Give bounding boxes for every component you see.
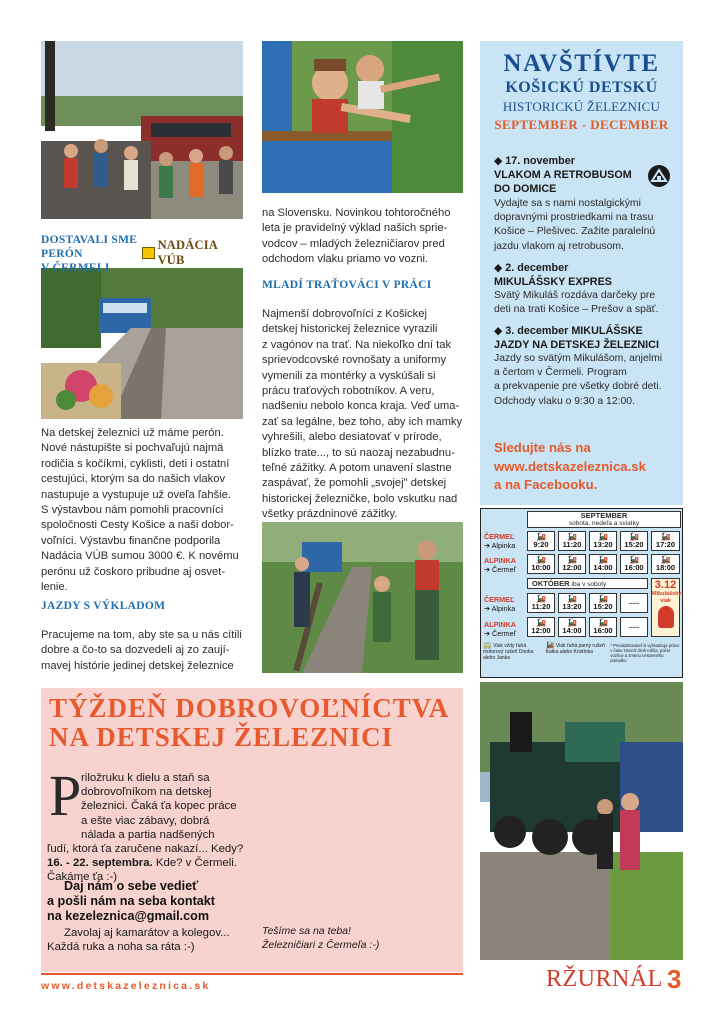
- event-text-line: Košice – Plešivec. Zažite paralelnú: [494, 226, 656, 238]
- departure-time: 14:00: [593, 563, 613, 572]
- text-line: nálada a partia nadšených: [81, 828, 215, 841]
- event-title: DO DOMICE: [494, 183, 557, 195]
- train-icon: 🚂: [660, 555, 671, 564]
- timetable-slot: [558, 554, 586, 574]
- text-line: Nadácia VÚB sumou 3000 €. K novému: [41, 550, 239, 563]
- station-label: [484, 620, 516, 638]
- train-icon: 🚂: [598, 594, 608, 603]
- timetable-slot: [589, 593, 617, 613]
- event-text-line: a čertom v Čermeli. Program: [494, 367, 627, 379]
- train-icon: 🚂: [567, 618, 577, 627]
- text-line: Nové nástupište si pochvaľujú najmä: [41, 442, 224, 455]
- vub-logo-mark: [142, 247, 155, 259]
- text-line: Na detskej železnici už máme perón.: [41, 427, 224, 439]
- event-title: VLAKOM A RETROBUSOM: [494, 169, 632, 181]
- timetable-slot: [589, 617, 617, 637]
- text-line: nadšeniu nebolo konca kraja. Veď uma-: [262, 400, 460, 413]
- photo-children-train-window: [262, 41, 463, 193]
- text-line: spoločnosti Cesty Košice a naši dobor-: [41, 519, 234, 532]
- train-icon: 🚂: [598, 555, 608, 564]
- heading-line: V ČERMELI: [41, 262, 110, 274]
- text-line: [47, 856, 257, 870]
- departure-time: 11:20: [562, 540, 582, 549]
- unesco-icon: [647, 164, 671, 188]
- volunteer-intro: [81, 771, 251, 842]
- station-from: ALPINKA: [484, 620, 516, 629]
- timetable-slot: [620, 617, 648, 637]
- station-to: ➔ Alpinka: [484, 604, 516, 613]
- departure-time: 14:00: [562, 626, 582, 635]
- diesel-icon: 🚃: [483, 642, 492, 649]
- info-title-railway: HISTORICKÚ ŽELEZNICU: [502, 99, 661, 114]
- timetable-september-header: [527, 511, 681, 528]
- text-line: vyhrešili, alebo desiatovať v prírode,: [262, 431, 442, 444]
- follow-us: [494, 439, 680, 495]
- facebook-link[interactable]: a na Facebooku.: [494, 477, 598, 492]
- volunteer-title: [49, 694, 459, 752]
- legend-text: Vlak vždy ťahá motorový rušeň Donka alebo Janka: [483, 643, 534, 661]
- timetable-slot: [620, 531, 648, 551]
- month-sub: iba v soboty: [571, 581, 607, 588]
- follow-line: Sledujte nás na: [494, 440, 591, 455]
- departure-time: 13:20: [593, 540, 613, 549]
- timetable-slot: [558, 531, 586, 551]
- event-text-line: dopravnými prostriedkami na trasu: [494, 212, 654, 224]
- timetable-slot: [651, 554, 680, 574]
- departure-time: 12:00: [531, 626, 551, 635]
- event-text-line: deti na trati Košice – Prešov a späť.: [494, 304, 659, 316]
- event-text-line: Jazdy so svätým Mikulášom, anjelmi: [494, 353, 663, 364]
- departure-time: 12:00: [562, 563, 582, 572]
- special-mikulas-cell: [651, 578, 680, 637]
- santa-icon: [658, 606, 674, 628]
- departure-time: 13:20: [562, 602, 582, 611]
- event-list: [494, 154, 644, 196]
- timetable-slot: [589, 531, 617, 551]
- month-label: OKTÓBER: [532, 579, 570, 588]
- train-icon: 🚂: [660, 532, 671, 541]
- text-line: a ešte viac zábavy, dobrá: [81, 814, 210, 827]
- legend-diesel: [483, 643, 543, 675]
- text-line: zať sa legálne, bez toho, aby ich mamky: [262, 415, 463, 428]
- text-line: železnici. Čaká ťa kopec práce: [81, 800, 237, 813]
- footer-rule: [41, 973, 463, 975]
- section-heading-young-trackworkers: MLADÍ TRAŤOVÁCI V PRÁCI: [262, 279, 432, 291]
- timetable-slot: [620, 554, 648, 574]
- text-line: dobre a čo-to sa dozvedeli aj zo zaují-: [41, 644, 230, 657]
- text-line: z vagónov na trať. Na niekoľko dní tak: [262, 338, 452, 351]
- event-text-line: Odchody vlaku o 9:30 a 12:00.: [494, 395, 635, 407]
- text-line: lenie.: [41, 581, 68, 594]
- timetable-slot: [589, 554, 617, 574]
- text-line: Najmenší dobrovoľníci z Košickej: [262, 308, 427, 320]
- location-text: Kde? v Čermeli.: [152, 857, 237, 870]
- departure-time: 11:20: [531, 602, 551, 611]
- photo-platform-cermel: [41, 268, 243, 419]
- timetable-slot: [527, 617, 555, 637]
- text-line: voľníci. Výstavbu finančne podporila: [41, 534, 221, 547]
- caption-line: Železničiari z Čermeľa :-): [262, 938, 380, 951]
- text-line: sprievodcovské rovnošaty a uniformy: [262, 354, 447, 367]
- photo-station-crowd: [41, 41, 243, 219]
- steam-icon: 🚂: [545, 642, 555, 649]
- text-line: historickej železničke, bolo vskutku nad: [262, 492, 458, 505]
- text-line: vodcov – mladých železničiarov pred: [262, 237, 445, 250]
- text-line: S výstavbou nám pomohli pracovníci: [41, 504, 224, 517]
- event-title: MIKULÁŠSKY EXPRES: [494, 276, 612, 288]
- train-icon: 🚂: [536, 532, 546, 541]
- text-line: teľné zážitky. A potom unavení slastne: [262, 462, 452, 475]
- timetable-slot: [558, 593, 586, 613]
- contact-line: Daj nám o sebe vedieť: [64, 879, 199, 893]
- title-line: NA DETSKEJ ŽELEZNICI: [49, 722, 394, 752]
- timetable-slot: [558, 617, 586, 637]
- event-2: [494, 261, 680, 317]
- departure-time: 15:20: [593, 602, 613, 611]
- timetable-slot: [527, 531, 555, 551]
- train-icon: 🚂: [598, 532, 608, 541]
- legend-steam: [546, 643, 608, 675]
- departure-time: 15:20: [624, 540, 644, 549]
- section-body-platform: [41, 426, 246, 595]
- train-icon: 🚂: [598, 618, 608, 627]
- train-icon: 🚂: [567, 594, 577, 603]
- timetable-slot: [527, 554, 555, 574]
- section-body-guided-rides-cont: [262, 206, 467, 268]
- drop-cap: P: [49, 763, 82, 828]
- title-line: TÝŽDEŇ DOBROVOĽNÍCTVA: [49, 693, 450, 723]
- month-sub: sobota, nedeľa a sviatky: [568, 520, 640, 527]
- timetable-slot: [527, 593, 555, 613]
- train-icon: 🚂: [536, 555, 546, 564]
- station-to: ➔ Čermeľ: [484, 629, 516, 638]
- section-body-young-trackworkers: [262, 307, 467, 523]
- text-line: mavej histórie jedinej detskej železnice: [41, 659, 234, 672]
- special-label: Mikulášsky vlak: [652, 591, 682, 604]
- departure-time: 17:20: [655, 540, 676, 549]
- timetable-legend: [483, 643, 680, 675]
- text-line: blízko trate..., to sú naozaj nezabudnu-: [262, 446, 455, 459]
- text-line: odchodom vlaku priamo vo vozni.: [262, 253, 429, 266]
- event-date: ◆ 2. december: [494, 262, 569, 274]
- info-box-visit: [480, 41, 683, 505]
- month-label: SEPTEMBER: [580, 511, 628, 520]
- text-line: prácu traťových robotníkov. A veru,: [262, 385, 435, 398]
- train-icon: 🚂: [629, 555, 639, 564]
- event-1-text: [494, 197, 680, 254]
- departure-time: .....: [628, 621, 640, 630]
- event-text-line: Vydajte sa s nami nostalgickými: [494, 198, 641, 209]
- text-line: Čakáme ťa :-): [47, 871, 118, 884]
- text-line: nastupuje a vystupuje už oveľa ľahšie.: [41, 488, 231, 501]
- event-date: ◆ 3. december MIKULÁŠSKE: [494, 325, 643, 337]
- event-3: [494, 324, 680, 409]
- footer-url[interactable]: www.detskazeleznica.sk: [41, 980, 211, 992]
- event-text-line: jazdu vlakom aj retrobusom.: [494, 240, 624, 252]
- text-line: všetky prázdninové zážitky.: [262, 508, 398, 521]
- volunteer-contact: [47, 879, 257, 924]
- volunteer-closing: [47, 926, 257, 954]
- vub-logo: [142, 238, 244, 267]
- station-from: ČERMEĽ: [484, 532, 515, 541]
- timetable-slot: [651, 531, 680, 551]
- station-label: [484, 532, 515, 550]
- heading-line: DOSTAVALI SME PERÓN: [41, 234, 138, 260]
- text-line: na Slovensku. Novinkou tohtoročného: [262, 207, 451, 219]
- station-to: ➔ Alpinka: [484, 541, 516, 550]
- date-range: 16. - 22. septembra.: [47, 857, 153, 870]
- station-label: [484, 595, 515, 613]
- departure-time: 16:00: [593, 626, 613, 635]
- text-line: riložruku k dielu a staň sa: [81, 772, 210, 784]
- contact-line: a pošli nám na seba kontakt: [47, 894, 215, 908]
- station-label: [484, 556, 516, 574]
- caption-line: Tešíme sa na teba!: [262, 925, 351, 937]
- event-date: ◆ 17. november: [494, 155, 575, 167]
- info-title-visit: NAVŠTÍVTE: [503, 50, 660, 77]
- text-line: cestujúci, ktorým sa do našich vlakov: [41, 473, 226, 486]
- text-line: Pracujeme na tom, aby ste sa u nás cítili: [41, 629, 242, 641]
- train-icon: 🚂: [629, 532, 639, 541]
- legend-text: Vlak ťahá parný rušeň Katka alebo Kristínka: [545, 643, 605, 655]
- train-icon: 🚂: [536, 618, 546, 627]
- legend-note: * Prevádzkovateľ si vyhradzuje právo v času zmeniť druh rušňa, počet vozňov a zmenu cestovného poriadku: [610, 643, 680, 663]
- timetable-october-header: [527, 578, 648, 589]
- timetable-slot: [620, 593, 648, 613]
- departure-time: 18:00: [655, 563, 676, 572]
- section-heading-guided-rides: JAZDY S VÝKLADOM: [41, 600, 166, 612]
- text-line: dobrovoľníkom na detskej: [81, 786, 212, 799]
- station-to: ➔ Čermeľ: [484, 565, 516, 574]
- text-line: zaspávať, že pomohli „svojej" detskej: [262, 477, 447, 490]
- text-line: perónu už čoskoro pribudne aj osvet-: [41, 565, 226, 578]
- website-link[interactable]: www.detskazeleznica.sk: [494, 458, 646, 474]
- photo-steam-locomotive: [480, 682, 683, 960]
- departure-time: 9:20: [533, 540, 549, 549]
- info-title-period: SEPTEMBER - DECEMBER: [494, 117, 669, 132]
- magazine-brand: RŽURNÁL: [546, 966, 663, 992]
- departure-time: .....: [628, 597, 640, 606]
- vub-logo-text: NADÁCIA VÚB: [157, 238, 218, 267]
- text-line: leta je pravidelný výklad našich sprie-: [262, 222, 448, 235]
- train-icon: 🚂: [536, 594, 546, 603]
- photo-caption: [262, 925, 457, 952]
- text-line: ľudí, ktorá ťa zaručene nakazí... Kedy?: [47, 843, 244, 855]
- contact-email[interactable]: na kezeleznica@gmail.com: [47, 909, 210, 923]
- text-line: rodičia s kočíkmi, cyklisti, deti i ostatní: [41, 457, 230, 470]
- section-body-guided-rides: [41, 628, 246, 674]
- train-icon: 🚂: [567, 555, 577, 564]
- special-date: 3.12: [654, 579, 677, 591]
- text-line: Zavolaj aj kamarátov a kolegov...: [64, 927, 230, 939]
- text-line: Každá ruka a noha sa ráta :-): [47, 941, 195, 954]
- station-from: ALPINKA: [484, 556, 516, 565]
- timetable: [480, 508, 683, 678]
- station-from: ČERMEĽ: [484, 595, 515, 604]
- departure-time: 16:00: [624, 563, 644, 572]
- text-line: detskej historickej železnice vyrazili: [262, 323, 438, 336]
- event-text-line: a prekvapenie pre všetky dobré deti.: [494, 381, 662, 393]
- info-title-kosice: KOŠICKÚ DETSKÚ: [505, 79, 658, 96]
- departure-time: 10:00: [531, 563, 551, 572]
- photo-young-track-workers: [262, 522, 463, 673]
- text-line: vymenili za montérky a vyskúšali si: [262, 369, 436, 382]
- section-heading-platform: [41, 233, 151, 275]
- event-title: JAZDY NA DETSKEJ ŽELEZNICI: [494, 339, 659, 351]
- page-number: 3: [667, 964, 682, 994]
- event-text-line: Svätý Mikuláš rozdáva darčeky pre: [494, 290, 656, 301]
- train-icon: 🚂: [567, 532, 577, 541]
